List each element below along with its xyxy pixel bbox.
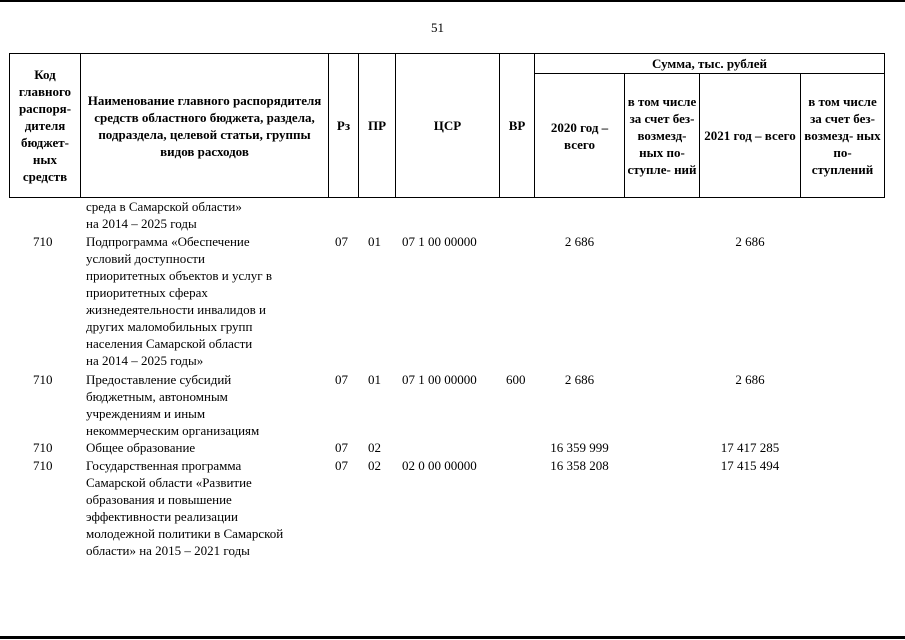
header-sum: Сумма, тыс. рублей	[534, 53, 885, 74]
row-name: среда в Самарской области» на 2014 – 2025 годы	[86, 199, 242, 231]
row-amount-2021: 2 686	[735, 234, 765, 249]
row-amount-2021: 17 417 285	[720, 440, 780, 455]
row-name: Предоставление субсидий бюджетным, автономным учреждениям и иным некоммерческим организациям	[86, 372, 260, 438]
row-rz: 07	[335, 458, 348, 473]
page-number: 51	[431, 20, 444, 35]
row-csr: 02 0 00 00000	[402, 458, 477, 473]
header-2020-total: 2020 год – всего	[534, 73, 625, 198]
row-vr: 600	[506, 372, 526, 387]
header-2020-bezvozm: в том числе за счет без- возмезд- ных по- ступле- ний	[624, 73, 700, 198]
top-border	[0, 0, 905, 2]
row-pr: 01	[368, 372, 381, 387]
bottom-border	[0, 636, 905, 639]
row-amount-2020: 2 686	[564, 234, 595, 249]
row-rz: 07	[335, 440, 348, 455]
header-vr: ВР	[499, 53, 535, 198]
header-pr: ПР	[358, 53, 396, 198]
row-name: Подпрограмма «Обеспечение условий доступности приоритетных объектов и услуг в приоритетных сферах жизнедеятельности инвалидов и других маломобильных групп населения Самарской области на 2014 – 2025 годы»	[86, 234, 272, 368]
header-2021-bezvozm: в том числе за счет без- возмезд- ных по- ступлений	[800, 73, 885, 198]
row-pr: 01	[368, 234, 381, 249]
header-name: Наименование главного распорядителя средств областного бюджета, раздела, подраздела, целевой статьи, группы видов расходов	[80, 53, 329, 198]
row-code: 710	[33, 234, 53, 249]
header-csr: ЦСР	[395, 53, 500, 198]
row-amount-2020: 16 359 999	[550, 440, 609, 455]
row-rz: 07	[335, 372, 348, 387]
row-csr: 07 1 00 00000	[402, 234, 477, 249]
row-amount-2020: 2 686	[564, 372, 595, 387]
header-2021-total: 2021 год – всего	[699, 73, 801, 198]
row-amount-2020: 16 358 208	[550, 458, 609, 473]
row-name: Общее образование	[86, 440, 196, 455]
row-name: Государственная программа Самарской области «Развитие образования и повышение эффективности реализации молодежной политики в Самарской области» на 2015 – 2021 годы	[86, 458, 284, 558]
row-code: 710	[33, 458, 53, 473]
row-csr: 07 1 00 00000	[402, 372, 477, 387]
row-code: 710	[33, 372, 53, 387]
row-amount-2021: 17 415 494	[720, 458, 780, 473]
row-pr: 02	[368, 458, 381, 473]
row-rz: 07	[335, 234, 348, 249]
row-amount-2021: 2 686	[735, 372, 765, 387]
header-code: Код главного распоря- дителя бюджет- ных средств	[9, 53, 81, 198]
row-code: 710	[33, 440, 53, 455]
header-rz: Рз	[328, 53, 359, 198]
row-pr: 02	[368, 440, 381, 455]
